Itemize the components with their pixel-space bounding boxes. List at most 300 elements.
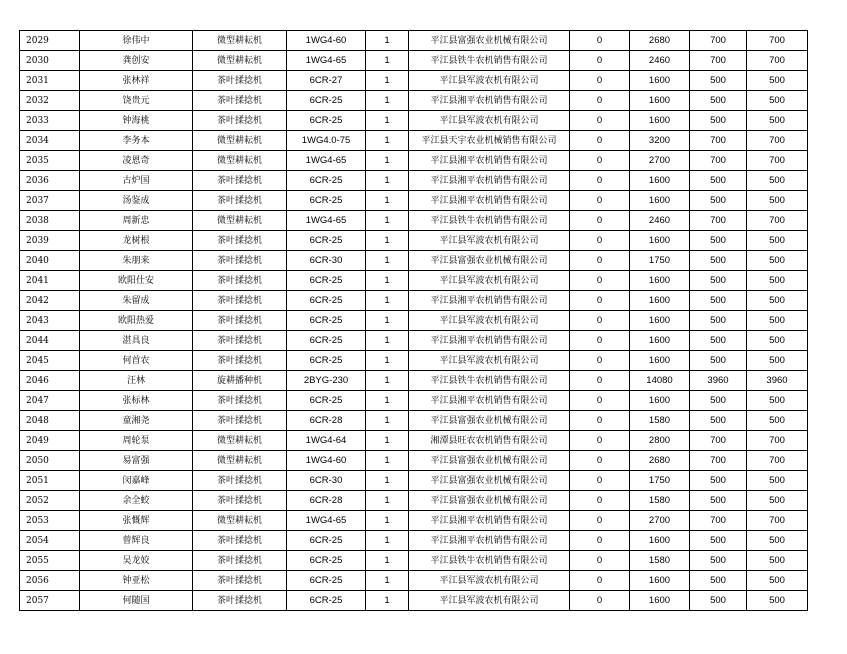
subsidy-amount-cell: 500 [690, 171, 747, 191]
table-row [20, 431, 808, 451]
zero-value-cell: 0 [570, 251, 630, 271]
applicant-name-cell: 张慨辉 [80, 511, 193, 531]
machine-type-cell: 茶叶揉捻机 [193, 191, 287, 211]
model-cell: 1WG4-65 [287, 511, 366, 531]
machine-type-cell: 微型耕耘机 [193, 451, 287, 471]
dealer-company-cell: 平江县湘平农机销售有限公司 [409, 171, 570, 191]
quantity-cell: 1 [366, 431, 409, 451]
applicant-name-cell: 周新忠 [80, 211, 193, 231]
price-cell: 2700 [630, 511, 690, 531]
quantity-cell: 1 [366, 171, 409, 191]
row-number-cell: 2046 [20, 371, 80, 391]
quantity-cell: 1 [366, 111, 409, 131]
row-number-cell: 2040 [20, 251, 80, 271]
quantity-cell: 1 [366, 331, 409, 351]
table-row [20, 111, 808, 131]
subsidy-amount-cell: 500 [690, 591, 747, 611]
model-cell: 6CR-25 [287, 231, 366, 251]
subsidy-total-cell: 500 [747, 71, 808, 91]
applicant-name-cell: 龚创安 [80, 51, 193, 71]
zero-value-cell: 0 [570, 491, 630, 511]
table-row [20, 151, 808, 171]
machine-type-cell: 茶叶揉捻机 [193, 111, 287, 131]
price-cell: 2680 [630, 451, 690, 471]
machine-type-cell: 茶叶揉捻机 [193, 331, 287, 351]
applicant-name-cell: 李务本 [80, 131, 193, 151]
price-cell: 1600 [630, 531, 690, 551]
machine-type-cell: 茶叶揉捻机 [193, 91, 287, 111]
table-row [20, 351, 808, 371]
machine-type-cell: 茶叶揉捻机 [193, 311, 287, 331]
row-number-cell: 2056 [20, 571, 80, 591]
table-row [20, 371, 808, 391]
subsidy-total-cell: 500 [747, 551, 808, 571]
applicant-name-cell: 周轮泵 [80, 431, 193, 451]
subsidy-total-cell: 500 [747, 391, 808, 411]
zero-value-cell: 0 [570, 471, 630, 491]
zero-value-cell: 0 [570, 111, 630, 131]
row-number-cell: 2053 [20, 511, 80, 531]
price-cell: 1600 [630, 191, 690, 211]
zero-value-cell: 0 [570, 91, 630, 111]
machine-type-cell: 微型耕耘机 [193, 131, 287, 151]
model-cell: 6CR-25 [287, 331, 366, 351]
subsidy-total-cell: 500 [747, 231, 808, 251]
subsidy-amount-cell: 500 [690, 71, 747, 91]
dealer-company-cell: 平江县军波农机有限公司 [409, 571, 570, 591]
applicant-name-cell: 何随国 [80, 591, 193, 611]
subsidy-total-cell: 500 [747, 171, 808, 191]
subsidy-amount-cell: 500 [690, 311, 747, 331]
table-row [20, 31, 808, 51]
table-row [20, 91, 808, 111]
model-cell: 1WG4-65 [287, 151, 366, 171]
applicant-name-cell: 古炉国 [80, 171, 193, 191]
price-cell: 2460 [630, 211, 690, 231]
subsidy-amount-cell: 500 [690, 411, 747, 431]
price-cell: 1600 [630, 351, 690, 371]
applicant-name-cell: 张标林 [80, 391, 193, 411]
subsidy-total-cell: 500 [747, 591, 808, 611]
table-row [20, 531, 808, 551]
dealer-company-cell: 平江县富强农业机械有限公司 [409, 411, 570, 431]
table-row [20, 511, 808, 531]
zero-value-cell: 0 [570, 291, 630, 311]
zero-value-cell: 0 [570, 31, 630, 51]
quantity-cell: 1 [366, 151, 409, 171]
model-cell: 6CR-25 [287, 551, 366, 571]
row-number-cell: 2051 [20, 471, 80, 491]
subsidy-total-cell: 500 [747, 271, 808, 291]
model-cell: 6CR-25 [287, 391, 366, 411]
row-number-cell: 2054 [20, 531, 80, 551]
table-row [20, 131, 808, 151]
dealer-company-cell: 平江县铁牛农机销售有限公司 [409, 211, 570, 231]
subsidy-total-cell: 500 [747, 91, 808, 111]
subsidy-amount-cell: 700 [690, 211, 747, 231]
table-row [20, 171, 808, 191]
model-cell: 6CR-25 [287, 531, 366, 551]
dealer-company-cell: 平江县军波农机有限公司 [409, 71, 570, 91]
price-cell: 1600 [630, 231, 690, 251]
machine-type-cell: 茶叶揉捻机 [193, 491, 287, 511]
dealer-company-cell: 平江县铁牛农机销售有限公司 [409, 371, 570, 391]
dealer-company-cell: 平江县军波农机有限公司 [409, 351, 570, 371]
machine-type-cell: 茶叶揉捻机 [193, 591, 287, 611]
model-cell: 6CR-28 [287, 491, 366, 511]
model-cell: 6CR-25 [287, 591, 366, 611]
applicant-name-cell: 汤鉴成 [80, 191, 193, 211]
table-row [20, 491, 808, 511]
applicant-name-cell: 饶贵元 [80, 91, 193, 111]
dealer-company-cell: 平江县湘平农机销售有限公司 [409, 291, 570, 311]
subsidy-amount-cell: 500 [690, 191, 747, 211]
subsidy-amount-cell: 500 [690, 251, 747, 271]
quantity-cell: 1 [366, 491, 409, 511]
price-cell: 1600 [630, 311, 690, 331]
quantity-cell: 1 [366, 371, 409, 391]
row-number-cell: 2036 [20, 171, 80, 191]
subsidy-total-cell: 3960 [747, 371, 808, 391]
model-cell: 6CR-27 [287, 71, 366, 91]
table-row [20, 271, 808, 291]
subsidy-total-cell: 700 [747, 431, 808, 451]
applicant-name-cell: 欧阳热爱 [80, 311, 193, 331]
applicant-name-cell: 湛具良 [80, 331, 193, 351]
table-row [20, 391, 808, 411]
dealer-company-cell: 平江县军波农机有限公司 [409, 231, 570, 251]
subsidy-amount-cell: 500 [690, 571, 747, 591]
machine-type-cell: 茶叶揉捻机 [193, 231, 287, 251]
subsidy-total-cell: 500 [747, 291, 808, 311]
model-cell: 6CR-25 [287, 271, 366, 291]
subsidy-amount-cell: 500 [690, 231, 747, 251]
dealer-company-cell: 平江县湘平农机销售有限公司 [409, 531, 570, 551]
table-row [20, 71, 808, 91]
table-row [20, 51, 808, 71]
applicant-name-cell: 朱留成 [80, 291, 193, 311]
applicant-name-cell: 何首农 [80, 351, 193, 371]
zero-value-cell: 0 [570, 191, 630, 211]
zero-value-cell: 0 [570, 571, 630, 591]
machine-type-cell: 微型耕耘机 [193, 511, 287, 531]
machine-type-cell: 茶叶揉捻机 [193, 471, 287, 491]
subsidy-total-cell: 700 [747, 511, 808, 531]
subsidy-amount-cell: 500 [690, 471, 747, 491]
subsidy-total-cell: 500 [747, 471, 808, 491]
subsidy-total-cell: 500 [747, 491, 808, 511]
dealer-company-cell: 平江县湘平农机销售有限公司 [409, 151, 570, 171]
zero-value-cell: 0 [570, 71, 630, 91]
price-cell: 1600 [630, 331, 690, 351]
dealer-company-cell: 平江县铁牛农机销售有限公司 [409, 551, 570, 571]
row-number-cell: 2044 [20, 331, 80, 351]
subsidy-total-cell: 500 [747, 311, 808, 331]
subsidy-amount-cell: 500 [690, 391, 747, 411]
applicant-name-cell: 易富强 [80, 451, 193, 471]
subsidy-total-cell: 700 [747, 451, 808, 471]
subsidy-amount-cell: 3960 [690, 371, 747, 391]
dealer-company-cell: 平江县湘平农机销售有限公司 [409, 191, 570, 211]
quantity-cell: 1 [366, 51, 409, 71]
price-cell: 1600 [630, 391, 690, 411]
applicant-name-cell: 张林祥 [80, 71, 193, 91]
zero-value-cell: 0 [570, 591, 630, 611]
dealer-company-cell: 平江县铁牛农机销售有限公司 [409, 51, 570, 71]
quantity-cell: 1 [366, 411, 409, 431]
applicant-name-cell: 汪林 [80, 371, 193, 391]
machine-type-cell: 微型耕耘机 [193, 31, 287, 51]
subsidy-table [19, 30, 808, 611]
quantity-cell: 1 [366, 471, 409, 491]
row-number-cell: 2055 [20, 551, 80, 571]
zero-value-cell: 0 [570, 131, 630, 151]
model-cell: 6CR-30 [287, 471, 366, 491]
subsidy-total-cell: 500 [747, 331, 808, 351]
row-number-cell: 2030 [20, 51, 80, 71]
price-cell: 1580 [630, 491, 690, 511]
quantity-cell: 1 [366, 391, 409, 411]
quantity-cell: 1 [366, 591, 409, 611]
dealer-company-cell: 平江县天宇农业机械销售有限公司 [409, 131, 570, 151]
model-cell: 6CR-25 [287, 351, 366, 371]
quantity-cell: 1 [366, 71, 409, 91]
row-number-cell: 2035 [20, 151, 80, 171]
subsidy-amount-cell: 700 [690, 511, 747, 531]
row-number-cell: 2032 [20, 91, 80, 111]
table-row [20, 191, 808, 211]
model-cell: 1WG4-60 [287, 31, 366, 51]
machine-type-cell: 茶叶揉捻机 [193, 271, 287, 291]
model-cell: 1WG4-65 [287, 51, 366, 71]
row-number-cell: 2043 [20, 311, 80, 331]
applicant-name-cell: 凌恩奇 [80, 151, 193, 171]
row-number-cell: 2031 [20, 71, 80, 91]
quantity-cell: 1 [366, 131, 409, 151]
row-number-cell: 2033 [20, 111, 80, 131]
applicant-name-cell: 徐伟中 [80, 31, 193, 51]
price-cell: 2460 [630, 51, 690, 71]
row-number-cell: 2042 [20, 291, 80, 311]
model-cell: 2BYG-230 [287, 371, 366, 391]
zero-value-cell: 0 [570, 411, 630, 431]
row-number-cell: 2052 [20, 491, 80, 511]
zero-value-cell: 0 [570, 511, 630, 531]
zero-value-cell: 0 [570, 331, 630, 351]
dealer-company-cell: 平江县军波农机有限公司 [409, 271, 570, 291]
quantity-cell: 1 [366, 291, 409, 311]
zero-value-cell: 0 [570, 451, 630, 471]
dealer-company-cell: 平江县富强农业机械有限公司 [409, 491, 570, 511]
model-cell: 6CR-25 [287, 311, 366, 331]
zero-value-cell: 0 [570, 151, 630, 171]
machine-type-cell: 旋耕播种机 [193, 371, 287, 391]
subsidy-amount-cell: 500 [690, 271, 747, 291]
quantity-cell: 1 [366, 191, 409, 211]
table-row [20, 311, 808, 331]
subsidy-amount-cell: 500 [690, 531, 747, 551]
quantity-cell: 1 [366, 511, 409, 531]
subsidy-amount-cell: 700 [690, 51, 747, 71]
quantity-cell: 1 [366, 571, 409, 591]
row-number-cell: 2029 [20, 31, 80, 51]
row-number-cell: 2048 [20, 411, 80, 431]
model-cell: 6CR-28 [287, 411, 366, 431]
quantity-cell: 1 [366, 271, 409, 291]
subsidy-total-cell: 700 [747, 51, 808, 71]
table-row [20, 211, 808, 231]
price-cell: 1600 [630, 91, 690, 111]
price-cell: 2700 [630, 151, 690, 171]
machine-type-cell: 茶叶揉捻机 [193, 291, 287, 311]
machine-type-cell: 茶叶揉捻机 [193, 171, 287, 191]
table-row [20, 331, 808, 351]
machine-type-cell: 茶叶揉捻机 [193, 411, 287, 431]
zero-value-cell: 0 [570, 371, 630, 391]
model-cell: 6CR-25 [287, 111, 366, 131]
applicant-name-cell: 曾辉良 [80, 531, 193, 551]
price-cell: 1580 [630, 411, 690, 431]
model-cell: 6CR-25 [287, 291, 366, 311]
row-number-cell: 2041 [20, 271, 80, 291]
applicant-name-cell: 童湘尧 [80, 411, 193, 431]
applicant-name-cell: 钟亚松 [80, 571, 193, 591]
row-number-cell: 2057 [20, 591, 80, 611]
quantity-cell: 1 [366, 451, 409, 471]
zero-value-cell: 0 [570, 211, 630, 231]
machine-type-cell: 微型耕耘机 [193, 51, 287, 71]
subsidy-amount-cell: 700 [690, 431, 747, 451]
price-cell: 3200 [630, 131, 690, 151]
applicant-name-cell: 吴龙姣 [80, 551, 193, 571]
subsidy-total-cell: 700 [747, 211, 808, 231]
machine-type-cell: 微型耕耘机 [193, 211, 287, 231]
quantity-cell: 1 [366, 351, 409, 371]
dealer-company-cell: 平江县军波农机有限公司 [409, 591, 570, 611]
zero-value-cell: 0 [570, 431, 630, 451]
price-cell: 1600 [630, 271, 690, 291]
dealer-company-cell: 平江县军波农机有限公司 [409, 111, 570, 131]
table-row [20, 571, 808, 591]
zero-value-cell: 0 [570, 351, 630, 371]
quantity-cell: 1 [366, 311, 409, 331]
price-cell: 1600 [630, 591, 690, 611]
applicant-name-cell: 龙树根 [80, 231, 193, 251]
machine-type-cell: 茶叶揉捻机 [193, 71, 287, 91]
machine-type-cell: 茶叶揉捻机 [193, 571, 287, 591]
subsidy-total-cell: 700 [747, 131, 808, 151]
price-cell: 1750 [630, 471, 690, 491]
table-row [20, 451, 808, 471]
row-number-cell: 2039 [20, 231, 80, 251]
model-cell: 6CR-25 [287, 91, 366, 111]
row-number-cell: 2050 [20, 451, 80, 471]
table-row [20, 551, 808, 571]
subsidy-amount-cell: 500 [690, 351, 747, 371]
model-cell: 6CR-25 [287, 571, 366, 591]
zero-value-cell: 0 [570, 391, 630, 411]
price-cell: 1750 [630, 251, 690, 271]
price-cell: 1580 [630, 551, 690, 571]
zero-value-cell: 0 [570, 271, 630, 291]
subsidy-amount-cell: 500 [690, 291, 747, 311]
table-row [20, 251, 808, 271]
machine-type-cell: 微型耕耘机 [193, 151, 287, 171]
table-row [20, 291, 808, 311]
subsidy-amount-cell: 500 [690, 331, 747, 351]
price-cell: 1600 [630, 111, 690, 131]
row-number-cell: 2047 [20, 391, 80, 411]
row-number-cell: 2045 [20, 351, 80, 371]
applicant-name-cell: 闵嘉峰 [80, 471, 193, 491]
subsidy-amount-cell: 700 [690, 131, 747, 151]
zero-value-cell: 0 [570, 551, 630, 571]
zero-value-cell: 0 [570, 231, 630, 251]
applicant-name-cell: 欧阳仕安 [80, 271, 193, 291]
applicant-name-cell: 钟海桃 [80, 111, 193, 131]
row-number-cell: 2037 [20, 191, 80, 211]
machine-type-cell: 茶叶揉捻机 [193, 391, 287, 411]
subsidy-total-cell: 500 [747, 411, 808, 431]
subsidy-amount-cell: 500 [690, 111, 747, 131]
zero-value-cell: 0 [570, 531, 630, 551]
price-cell: 1600 [630, 71, 690, 91]
quantity-cell: 1 [366, 91, 409, 111]
model-cell: 6CR-25 [287, 191, 366, 211]
dealer-company-cell: 平江县军波农机有限公司 [409, 311, 570, 331]
applicant-name-cell: 朱朋来 [80, 251, 193, 271]
dealer-company-cell: 平江县富强农业机械有限公司 [409, 31, 570, 51]
machine-type-cell: 茶叶揉捻机 [193, 251, 287, 271]
price-cell: 14080 [630, 371, 690, 391]
model-cell: 1WG4-64 [287, 431, 366, 451]
quantity-cell: 1 [366, 231, 409, 251]
subsidy-total-cell: 500 [747, 251, 808, 271]
quantity-cell: 1 [366, 31, 409, 51]
dealer-company-cell: 平江县湘平农机销售有限公司 [409, 391, 570, 411]
price-cell: 1600 [630, 571, 690, 591]
price-cell: 2800 [630, 431, 690, 451]
model-cell: 1WG4.0-75 [287, 131, 366, 151]
dealer-company-cell: 平江县富强农业机械有限公司 [409, 471, 570, 491]
machine-type-cell: 茶叶揉捻机 [193, 551, 287, 571]
subsidy-total-cell: 500 [747, 571, 808, 591]
quantity-cell: 1 [366, 211, 409, 231]
subsidy-amount-cell: 700 [690, 151, 747, 171]
dealer-company-cell: 湘潭县旺农农机销售有限公司 [409, 431, 570, 451]
subsidy-total-cell: 500 [747, 191, 808, 211]
subsidy-total-cell: 500 [747, 111, 808, 131]
model-cell: 1WG4-65 [287, 211, 366, 231]
dealer-company-cell: 平江县富强农业机械有限公司 [409, 251, 570, 271]
model-cell: 1WG4-60 [287, 451, 366, 471]
quantity-cell: 1 [366, 531, 409, 551]
quantity-cell: 1 [366, 551, 409, 571]
price-cell: 1600 [630, 171, 690, 191]
subsidy-total-cell: 500 [747, 531, 808, 551]
price-cell: 1600 [630, 291, 690, 311]
subsidy-amount-cell: 700 [690, 31, 747, 51]
row-number-cell: 2049 [20, 431, 80, 451]
dealer-company-cell: 平江县湘平农机销售有限公司 [409, 91, 570, 111]
subsidy-amount-cell: 700 [690, 451, 747, 471]
applicant-name-cell: 余全蛟 [80, 491, 193, 511]
table-row [20, 471, 808, 491]
table-row [20, 591, 808, 611]
subsidy-total-cell: 700 [747, 31, 808, 51]
subsidy-total-cell: 700 [747, 151, 808, 171]
subsidy-amount-cell: 500 [690, 91, 747, 111]
